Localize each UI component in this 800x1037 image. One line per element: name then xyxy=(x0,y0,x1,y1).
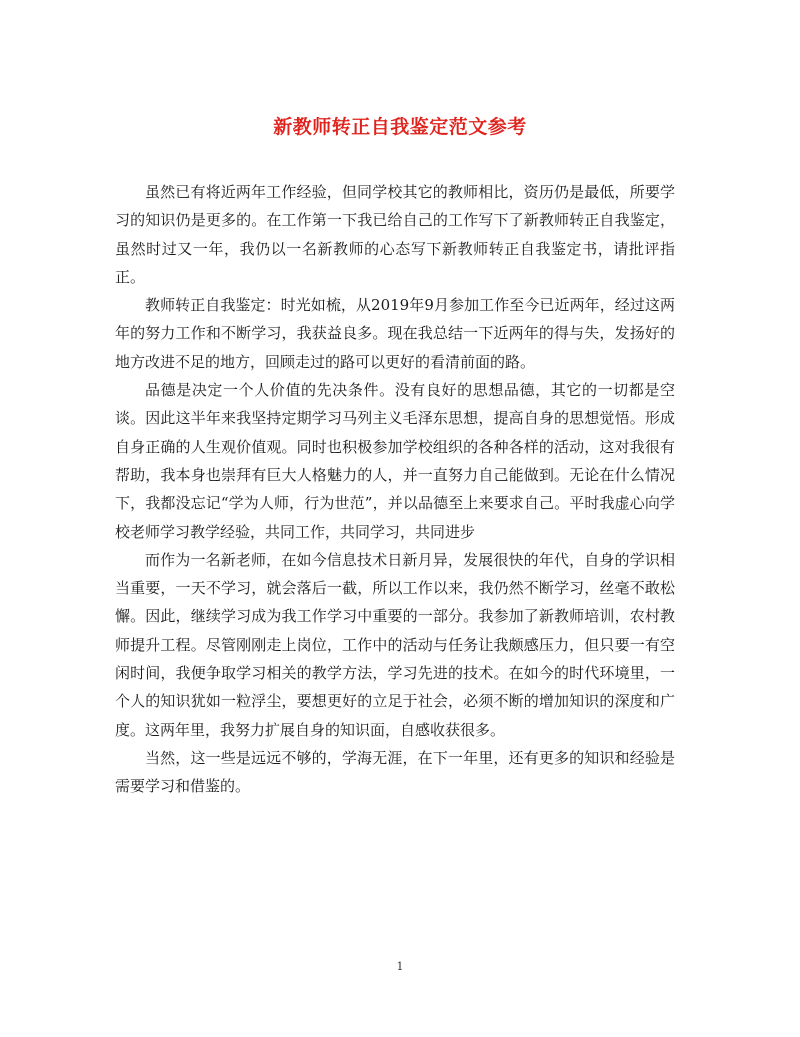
page-number: 1 xyxy=(396,960,404,973)
paragraph-1: 虽然已有将近两年工作经验，但同学校其它的教师相比，资历仍是最低，所要学习的知识仍是更多的。在工作第一下我已给自己的工作写下了新教师转正自我鉴定，虽然时过又一年，我仍以一名新教师的心态写下新教师转正自我鉴定书，请批评指正。 xyxy=(115,183,675,286)
document-body xyxy=(115,178,675,801)
document-title: 新教师转正自我鉴定范文参考 xyxy=(273,116,527,138)
paragraph-3: 品德是决定一个人价值的先决条件。没有良好的思想品德，其它的一切都是空谈。因此这半年来我坚持定期学习马列主义毛泽东思想，提高自身的思想觉悟。形成自身正确的人生观价值观。同时也积极参加学校组织的各种各样的活动，这对我很有帮助，我本身也崇拜有巨大人格魅力的人，并一直努力自己能做到。无论在什么情况下，我都没忘记“学为人师，行为世范”，并以品德至上来要求自己。平时我虚心向学校老师学习教学经验，共同工作，共同学习，共同进步 xyxy=(115,381,675,541)
paragraph-2: 教师转正自我鉴定：时光如梳，从2019年9月参加工作至今已近两年，经过这两年的努力工作和不断学习，我获益良多。现在我总结一下近两年的得与失，发扬好的地方改进不足的地方，回顾走过的路可以更好的看清前面的路。 xyxy=(115,296,675,371)
paragraph-4: 而作为一名新老师，在如今信息技术日新月异，发展很快的年代，自身的学识相当重要，一天不学习，就会落后一截，所以工作以来，我仍然不断学习，丝毫不敢松懈。因此，继续学习成为我工作学习中重要的一部分。我参加了新教师培训，农村教师提升工程。尽管刚刚走上岗位，工作中的活动与任务让我颇感压力，但只要一有空闲时间，我便争取学习相关的教学方法，学习先进的技术。在如今的时代环境里，一个人的知识犹如一粒浮尘，要想更好的立足于社会，必须不断的增加知识的深度和广度。这两年里，我努力扩展自身的知识面，自感收获很多。 xyxy=(115,550,675,739)
paragraph-5: 当然，这一些是远远不够的，学海无涯，在下一年里，还有更多的知识和经验是需要学习和借鉴的。 xyxy=(115,748,675,796)
